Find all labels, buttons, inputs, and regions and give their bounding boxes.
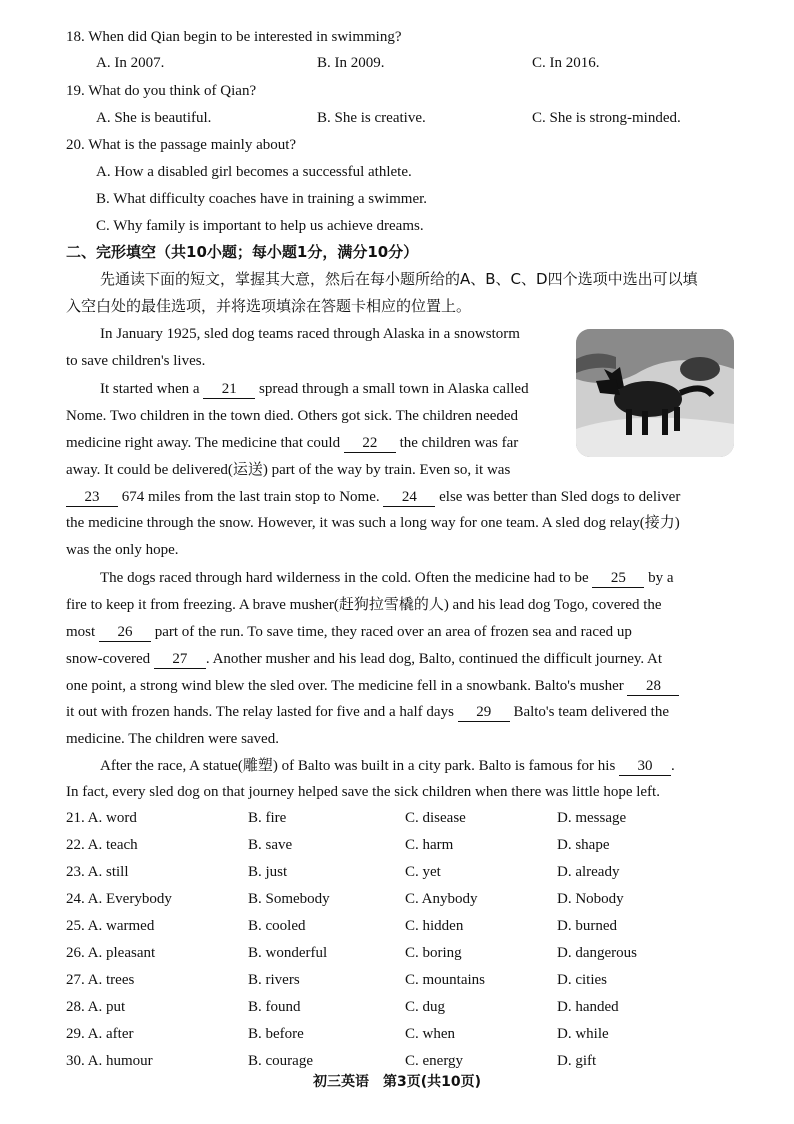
choice-row (66, 808, 746, 835)
blank-29: 29 (458, 704, 510, 722)
text-segment: part of the run. To save time, they raced over an area of frozen sea and raced up (154, 624, 632, 640)
choice-option: C. mountains (405, 972, 486, 988)
question-20-stem: 20. What is the passage mainly about? (66, 137, 297, 153)
question-18-stem: 18. When did Qian begin to be interested in swimming? (66, 29, 402, 45)
choice-option: 27. A. trees (66, 972, 135, 988)
section-title: 二、完形填空（共10小题；每小题1分，满分10分） (66, 243, 419, 261)
passage-p4-line-1 (100, 756, 675, 776)
choice-option: B. save (248, 837, 293, 853)
passage-p1-line-2: to save children's lives. (66, 353, 206, 369)
question-18-option-a: A. In 2007. (96, 55, 165, 71)
choice-option: 29. A. after (66, 1026, 134, 1042)
choice-row (66, 1024, 746, 1051)
choice-option: D. cities (557, 972, 607, 988)
choice-option: B. wonderful (248, 945, 328, 961)
passage-p2-line-2: Nome. Two children in the town died. Others got sick. The children needed (66, 408, 519, 424)
choice-option: D. gift (557, 1053, 597, 1069)
passage-p3-line-4 (66, 649, 662, 669)
choice-option: 25. A. warmed (66, 918, 155, 934)
choice-option: B. courage (248, 1053, 313, 1069)
choice-option: C. energy (405, 1053, 464, 1069)
text-segment: most (66, 624, 96, 640)
blank-22: 22 (344, 435, 396, 453)
choice-option: 24. A. Everybody (66, 891, 172, 907)
choice-option: B. Somebody (248, 891, 330, 907)
text-segment: medicine right away. The medicine that could (66, 435, 341, 451)
blank-24: 24 (383, 489, 435, 507)
text-segment: snow-covered (66, 651, 151, 667)
blank-25: 25 (592, 570, 644, 588)
passage-p3-line-6 (66, 702, 669, 722)
text-segment: Balto's team delivered the (513, 704, 670, 720)
text-segment: . (671, 758, 675, 774)
blank-26: 26 (99, 624, 151, 642)
text-segment: by a (648, 570, 674, 586)
passage-p4-line-2: In fact, every sled dog on that journey helped save the sick children when there was little hope left. (66, 784, 660, 800)
choice-option: B. cooled (248, 918, 306, 934)
passage-p3-line-5 (66, 676, 679, 696)
choice-option: 28. A. put (66, 999, 126, 1015)
choice-option: C. dug (405, 999, 446, 1015)
passage-p2-line-1 (100, 379, 529, 399)
passage-p2-line-4: away. It could be delivered(运送) part of the way by train. Even so, it was (66, 462, 511, 478)
blank-21: 21 (203, 381, 255, 399)
choice-option: 23. A. still (66, 864, 129, 880)
passage-p1-line-1: In January 1925, sled dog teams raced through Alaska in a snowstorm (100, 326, 520, 342)
page-footer: 初三英语 第3页(共10页) (312, 1074, 482, 1090)
choice-option: C. harm (405, 837, 454, 853)
choice-option: D. handed (557, 999, 619, 1015)
sled-dog-photo (576, 329, 734, 457)
choice-option: C. yet (405, 864, 441, 880)
text-segment: else was better than Sled dogs to deliver (439, 489, 681, 505)
text-segment: . Another musher and his lead dog, Balto, continued the difficult journey. At (205, 651, 663, 667)
choice-option: B. fire (248, 810, 287, 826)
text-segment: the children was far (399, 435, 519, 451)
passage-p2-line-5 (66, 487, 680, 507)
choice-option: C. when (405, 1026, 455, 1042)
choice-row (66, 970, 746, 997)
question-20-option-c: C. Why family is important to help us achieve dreams. (96, 218, 424, 234)
choice-option: C. hidden (405, 918, 464, 934)
text-segment: It started when a (100, 381, 200, 397)
text-segment: 674 miles from the last train stop to Nome. (121, 489, 380, 505)
text-segment: spread through a small town in Alaska called (259, 381, 529, 397)
blank-30: 30 (619, 758, 671, 776)
choice-option: D. Nobody (557, 891, 624, 907)
question-19-option-c: C. She is strong-minded. (532, 110, 681, 126)
sled-dog-image (576, 329, 734, 457)
choice-option: D. shape (557, 837, 610, 853)
passage-p3-line-2: fire to keep it from freezing. A brave musher(赶狗拉雪橇的人) and his lead dog Togo, covered the (66, 597, 662, 613)
choice-row (66, 889, 746, 916)
passage-p3-line-7: medicine. The children were saved. (66, 731, 279, 747)
choice-option: B. just (248, 864, 288, 880)
text-segment: After the race, A statue(雕塑) of Balto was built in a city park. Balto is famous for his (100, 758, 616, 774)
question-18-option-b: B. In 2009. (317, 55, 385, 71)
choice-option: 26. A. pleasant (66, 945, 156, 961)
question-19-option-b: B. She is creative. (317, 110, 426, 126)
text-segment: it out with frozen hands. The relay lasted for five and a half days (66, 704, 454, 720)
text-segment: The dogs raced through hard wilderness in the cold. Often the medicine had to be (100, 570, 589, 586)
question-19-stem: 19. What do you think of Qian? (66, 83, 257, 99)
choice-option: 21. A. word (66, 810, 137, 826)
section-instruction-line-1: 先通读下面的短文，掌握其大意，然后在每小题所给的A、B、C、D四个选项中选出可以填 (100, 270, 698, 288)
choice-row (66, 862, 746, 889)
passage-p2-line-3 (66, 433, 518, 453)
blank-28: 28 (627, 678, 679, 696)
question-20-option-b: B. What difficulty coaches have in training a swimmer. (96, 191, 428, 207)
question-20-option-a: A. How a disabled girl becomes a successful athlete. (96, 164, 412, 180)
passage-p3-line-3 (66, 622, 632, 642)
text-segment: one point, a strong wind blew the sled over. The medicine fell in a snowbank. Balto's musher (66, 678, 624, 694)
choice-option: 22. A. teach (66, 837, 138, 853)
passage-p2-line-7: was the only hope. (66, 542, 179, 558)
choice-row (66, 943, 746, 970)
choice-option: B. before (248, 1026, 304, 1042)
question-19-option-a: A. She is beautiful. (96, 110, 212, 126)
choice-option: B. rivers (248, 972, 300, 988)
choice-option: D. already (557, 864, 620, 880)
choice-option: C. boring (405, 945, 462, 961)
choice-option: C. Anybody (405, 891, 478, 907)
choice-row (66, 997, 746, 1024)
choice-option: D. message (557, 810, 627, 826)
blank-27: 27 (154, 651, 206, 669)
choice-option: D. while (557, 1026, 609, 1042)
question-18-option-c: C. In 2016. (532, 55, 600, 71)
choice-option: 30. A. humour (66, 1053, 153, 1069)
choice-option: D. burned (557, 918, 617, 934)
choice-option: B. found (248, 999, 301, 1015)
choice-option: C. disease (405, 810, 466, 826)
passage-p2-line-6: the medicine through the snow. However, it was such a long way for one team. A sled dog relay(接力) (66, 515, 680, 531)
section-instruction-line-2: 入空白处的最佳选项，并将选项填涂在答题卡相应的位置上。 (66, 297, 472, 315)
blank-23: 23 (66, 489, 118, 507)
choice-row (66, 835, 746, 862)
choice-row (66, 916, 746, 943)
passage-p3-line-1 (100, 568, 674, 588)
choice-option: D. dangerous (557, 945, 637, 961)
